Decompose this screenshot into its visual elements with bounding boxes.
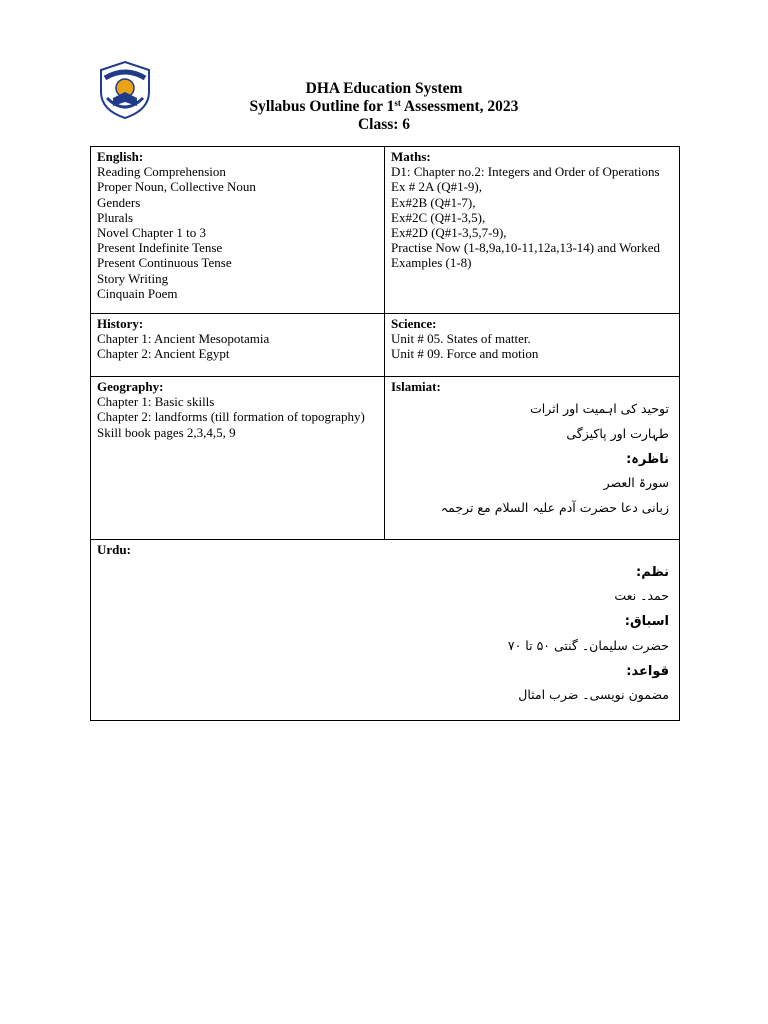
list-item: Chapter 1: Basic skills bbox=[97, 394, 215, 410]
urdu-content bbox=[97, 565, 673, 702]
maths-heading: Maths: bbox=[391, 149, 431, 164]
list-item: Chapter 2: Ancient Egypt bbox=[97, 346, 230, 362]
list-item: سورۃ العصر bbox=[603, 475, 669, 491]
urdu-cell bbox=[91, 540, 680, 721]
qawaid-heading: قواعد: bbox=[626, 663, 669, 679]
nazra-heading: ناظرہ: bbox=[626, 452, 669, 468]
class-title: Class: 6 bbox=[357, 116, 411, 133]
list-item: حضرت سلیمان۔ گنتی ۵۰ تا ۷۰ bbox=[507, 637, 669, 653]
organization-title: DHA Education System bbox=[305, 80, 463, 97]
list-item: توحید کی اہمیت اور اثرات bbox=[530, 401, 669, 417]
islamiat-cell bbox=[385, 377, 680, 540]
list-item: Ex#2C (Q#1-3,5), bbox=[391, 209, 486, 225]
list-item: Practise Now (1-8,9a,10-11,12a,13-14) and Worked Examples (1-8) bbox=[391, 240, 660, 271]
list-item: Novel Chapter 1 to 3 bbox=[97, 225, 207, 241]
islamiat-urdu-content bbox=[391, 402, 673, 515]
syllabus-table bbox=[90, 146, 680, 721]
history-heading: History: bbox=[97, 316, 144, 331]
urdu-heading: Urdu: bbox=[97, 542, 131, 557]
list-item: Chapter 2: landforms (till formation of topography) bbox=[97, 409, 365, 425]
list-item: Ex # 2A (Q#1-9), bbox=[391, 179, 482, 195]
geography-heading: Geography: bbox=[97, 379, 164, 394]
list-item: مضمون نویسی۔ ضرب امثال bbox=[518, 686, 669, 702]
science-cell bbox=[385, 314, 680, 377]
list-item: طہارت اور پاکیزگی bbox=[566, 426, 669, 442]
list-item: Genders bbox=[97, 194, 141, 210]
asbaq-heading: اسباق: bbox=[624, 614, 669, 630]
maths-cell bbox=[385, 147, 680, 314]
syllabus-title: Syllabus Outline for 1st Assessment, 2023 bbox=[249, 98, 519, 115]
list-item: Reading Comprehension bbox=[97, 164, 226, 180]
list-item: Present Continuous Tense bbox=[97, 255, 232, 271]
science-heading: Science: bbox=[391, 316, 437, 331]
list-item: Proper Noun, Collective Noun bbox=[97, 179, 256, 195]
list-item: Present Indefinite Tense bbox=[97, 240, 223, 256]
list-item: حمد۔ نعت bbox=[614, 588, 669, 604]
list-item: Unit # 05. States of matter. bbox=[391, 331, 531, 347]
english-heading: English: bbox=[97, 149, 144, 164]
list-item: Story Writing bbox=[97, 270, 169, 286]
list-item: Chapter 1: Ancient Mesopotamia bbox=[97, 331, 270, 347]
history-cell bbox=[91, 314, 385, 377]
list-item: زبانی دعا حضرت آدم علیہ السلام مع ترجمہ bbox=[440, 500, 669, 516]
list-item: Plurals bbox=[97, 209, 134, 225]
list-item: Cinquain Poem bbox=[97, 285, 178, 301]
english-cell bbox=[91, 147, 385, 314]
list-item: Ex#2D (Q#1-3,5,7-9), bbox=[391, 225, 507, 241]
list-item: Ex#2B (Q#1-7), bbox=[391, 194, 476, 210]
list-item: Skill book pages 2,3,4,5, 9 bbox=[97, 424, 236, 440]
list-item: Unit # 09. Force and motion bbox=[391, 346, 539, 362]
document-header bbox=[0, 80, 768, 134]
islamiat-heading: Islamiat: bbox=[391, 379, 441, 394]
nazm-heading: نظم: bbox=[636, 565, 669, 581]
list-item: D1: Chapter no.2: Integers and Order of Operations bbox=[391, 164, 660, 180]
geography-cell bbox=[91, 377, 385, 540]
